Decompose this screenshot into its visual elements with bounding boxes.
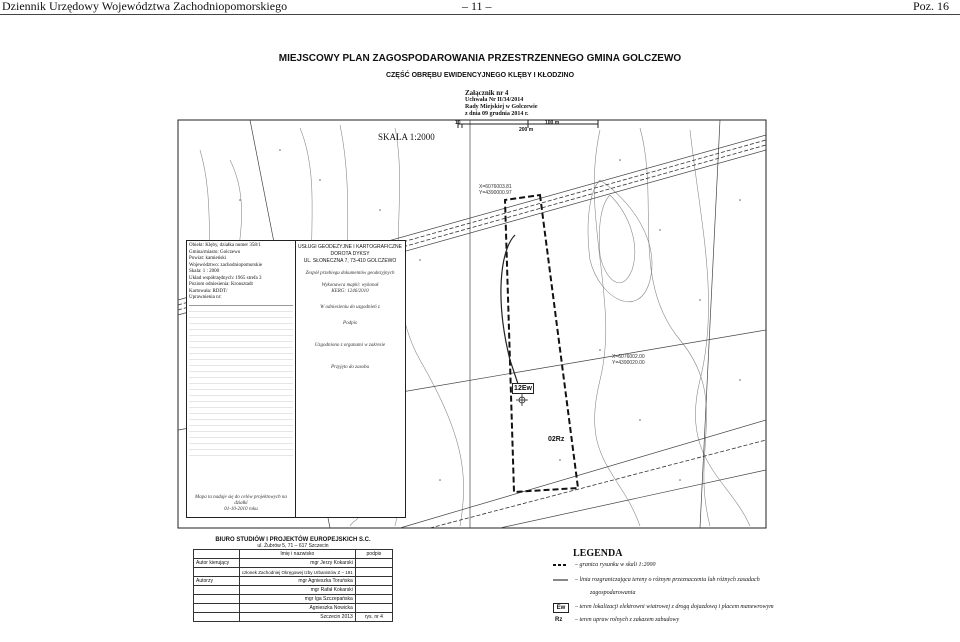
table-row bbox=[194, 550, 393, 559]
journal-title: Dziennik Urzędowy Województwa Zachodniopomorskiego bbox=[2, 0, 288, 13]
coord-top bbox=[479, 184, 512, 196]
table-cell: mgr Agnieszka Toruńska bbox=[239, 577, 355, 586]
table-cell: mgr Rafał Kokarski bbox=[239, 586, 355, 595]
info-line: Skala: 1 : 2000 bbox=[189, 269, 220, 274]
table-cell: mgr Iga Szczepańska bbox=[239, 595, 355, 604]
coord-bottom bbox=[612, 354, 645, 366]
legend-item: – linia rozgraniczająca tereny o różnym przeznaczeniu lub różnych zasadach bbox=[575, 577, 760, 583]
attachment-line: Rady Miejskiej w Golczewie bbox=[465, 104, 538, 110]
coord-line: Y=4390000.97 bbox=[479, 190, 512, 196]
coord-line: Y=4390020.00 bbox=[612, 360, 645, 366]
figure-number: rys. nr 4 bbox=[355, 613, 392, 622]
position-number: Poz. 16 bbox=[913, 0, 949, 13]
table-row bbox=[194, 604, 393, 613]
zone-12ew: 12Ew bbox=[514, 385, 532, 392]
footer-address: ul. Żubrów 5, 71 – 617 Szczecin bbox=[257, 543, 329, 549]
authors-block bbox=[193, 537, 393, 622]
table-cell bbox=[194, 568, 240, 577]
table-cell: Agnieszka Nowicka bbox=[239, 604, 355, 613]
info-line: Województwo: zachodniopomorskie bbox=[189, 262, 263, 268]
attachment-line: Uchwała Nr II/34/2014 bbox=[465, 97, 524, 103]
info-line: Poziom odniesienia: Kronsztadt bbox=[189, 282, 253, 287]
authors-table bbox=[193, 549, 393, 622]
attachment-line: z dnia 09 grudnia 2014 r. bbox=[465, 111, 529, 117]
certificate-date: 01-10-2010 roku bbox=[224, 507, 258, 512]
info-line: Obiekt: Klęby, działka numer 358/1 bbox=[189, 243, 261, 248]
coord-line: X=6076003.81 bbox=[479, 184, 512, 190]
legend-item: – teren upraw rolnych z zakazem zabudowy bbox=[575, 617, 680, 623]
company-line: USŁUGI GEODEZYJNE I KARTOGRAFICZNE bbox=[298, 244, 402, 250]
scalebar-200: 200 m bbox=[519, 127, 534, 133]
table-cell bbox=[194, 595, 240, 604]
company-stamp bbox=[298, 244, 402, 265]
col-name: Imię i nazwisko bbox=[239, 550, 355, 559]
table-row bbox=[194, 595, 393, 604]
table-cell: Autor kierujący bbox=[194, 559, 240, 568]
plan-boundary bbox=[505, 195, 578, 492]
table-row bbox=[194, 559, 393, 568]
map-info-block bbox=[186, 240, 406, 518]
table-cell bbox=[194, 586, 240, 595]
table-row bbox=[194, 568, 393, 577]
info-line: Gmina/miasto: Golczewo bbox=[189, 249, 241, 255]
map-info-right bbox=[298, 271, 402, 371]
footer-company: BIURO STUDIÓW I PROJEKTÓW EUROPEJSKICH S.C. bbox=[215, 537, 371, 543]
col-sign: podpis bbox=[355, 550, 392, 559]
zone-12ew-box bbox=[512, 383, 534, 394]
info-line: KERG: 1246/2010 bbox=[331, 289, 369, 294]
scale-label: SKALA 1:2000 bbox=[378, 132, 435, 142]
legend-symbol-ew: Ew bbox=[553, 603, 569, 613]
table-row bbox=[194, 586, 393, 595]
certificate-text: Mapa ta nadaje się do celów projektowych na działki bbox=[195, 495, 287, 506]
table-cell: Autorzy bbox=[194, 577, 240, 586]
info-line: Przyjęto do zasobu bbox=[330, 365, 370, 370]
table-row bbox=[194, 577, 393, 586]
map-info-left bbox=[189, 243, 293, 456]
info-line: Zespół przebiegu dokumentów geodezyjnych bbox=[305, 271, 395, 276]
legend-item: zagospodarowania bbox=[590, 590, 636, 596]
company-line: UL. SŁONECZNA 7, 73-410 GOLCZEWO bbox=[303, 258, 397, 264]
notes-area bbox=[189, 305, 293, 456]
info-line: W odniesieniu do uzgodnień z bbox=[320, 305, 380, 310]
zone-02rz: 02Rz bbox=[548, 436, 565, 443]
legend-title: LEGENDA bbox=[573, 548, 623, 559]
plan-title: MIEJSCOWY PLAN ZAGOSPODAROWANIA PRZESTRZENNEGO GMINA GOLCZEWO bbox=[278, 53, 682, 64]
scalebar-10: 10 bbox=[455, 120, 461, 126]
table-row bbox=[194, 613, 393, 622]
table-cell bbox=[194, 604, 240, 613]
plan-subtitle: CZĘŚĆ OBRĘBU EWIDENCYJNEGO KLĘBY I KŁODZINO bbox=[385, 72, 575, 79]
scalebar-100: 100 m bbox=[545, 120, 560, 126]
info-line: Układ współrzędnych: 1965 strefa 3 bbox=[189, 275, 262, 281]
attachment-line: Załącznik nr 4 bbox=[465, 89, 509, 97]
certificate bbox=[189, 495, 293, 513]
place-date: Szczecin 2013 bbox=[239, 613, 355, 622]
coord-line: X=6076002.00 bbox=[612, 354, 645, 360]
info-line: Uprawnienia nr: bbox=[189, 295, 222, 300]
info-line: Kartowała: RDDT/ bbox=[189, 288, 228, 294]
info-line: Wykonawca mapki: wykonał bbox=[321, 283, 379, 288]
page-number: – 11 – bbox=[462, 0, 492, 13]
info-line: Uzgodniono z organami w zakresie bbox=[314, 343, 386, 348]
info-line: Podpis bbox=[343, 321, 357, 326]
table-cell: członek Zachodniej Okręgowej Izby Urbanistów Z – 191 bbox=[239, 568, 355, 577]
legend-symbol-rz: Rz bbox=[555, 617, 563, 623]
legend-item: – teren lokalizacji elektrowni wiatrowej z drogą dojazdową i placem manewrowym bbox=[575, 604, 774, 610]
legend-item: – granica rysunku w skali 1:2000 bbox=[575, 562, 656, 568]
company-line: DOROTA DYKSY bbox=[330, 251, 370, 257]
info-line: Powiat: kamieński bbox=[189, 256, 227, 261]
access-road bbox=[501, 235, 520, 390]
table-cell: mgr Jerzy Kokarski bbox=[239, 559, 355, 568]
